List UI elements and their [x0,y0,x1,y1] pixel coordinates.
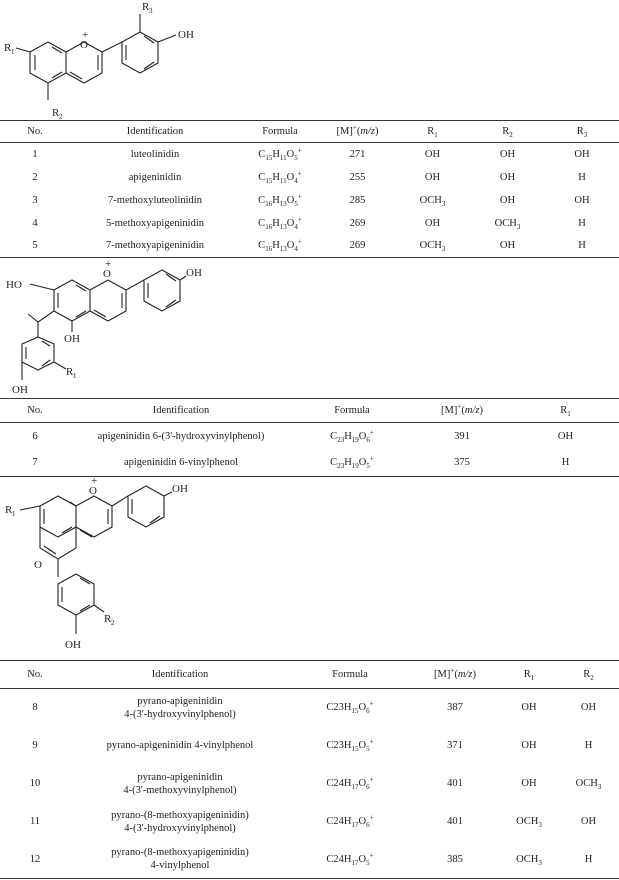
table-row [0,189,619,212]
header-r1: $R_1$ [560,405,571,419]
cell-r1: $OCH_3$ [516,816,542,830]
table-row [0,841,619,879]
cell-mz: 271 [349,148,366,160]
cell-r1: OH [521,740,537,751]
header-identification: Identification [126,126,184,137]
cell-no: 5 [32,240,38,252]
r2-sub-label: 2 [59,113,63,121]
cell-mz: 375 [454,457,470,469]
cell-mz: 401 [447,816,463,827]
cell-mz: 391 [454,430,470,442]
table-1-header-row [0,121,619,143]
plus-label: + [105,258,112,270]
cell-identification: pyrano-apigeninidin 4-(3'-methoxyvinylphenol) [123,771,237,796]
header-mz: [M]+(m/z) [441,402,483,416]
structure-1-diagram [0,0,230,120]
cell-mz: 387 [447,702,463,714]
cell-formula: $C_{16}H_{13}O_5^+$ [258,192,302,208]
table-3-header-row [0,661,619,689]
cell-r1: $OCH_3$ [419,194,446,208]
header-r3: $R_3$ [576,126,588,140]
oh-label: OH [178,29,194,41]
header-no: No. [27,405,43,416]
r1-label: R [5,504,13,516]
cell-mz: 269 [349,217,366,229]
ho-label: HO [6,279,22,291]
table-row [0,235,619,258]
cell-no: 3 [32,194,38,206]
cell-r1: OH [424,171,441,183]
cell-formula: $C_{15}H_{11}O_5^+$ [258,146,302,162]
cell-identification: pyrano-apigeninidin 4-vinylphenol [106,740,254,751]
cell-formula: $C_{15}H_{11}O_4^+$ [258,169,302,185]
cell-r1: OH [521,702,537,714]
table-row [0,689,619,727]
cell-mz: 371 [447,740,463,751]
table-row [0,423,619,450]
table-row [0,166,619,189]
table-row [0,450,619,477]
header-mz: [M]+(m/z) [336,123,379,137]
cell-r2: OH [580,816,597,827]
header-formula: Formula [262,126,298,137]
cell-identification: 7-methoxyluteolinidin [108,194,202,206]
header-identification: Identification [151,669,209,680]
cell-r1: H [561,457,570,469]
cell-r3: H [578,217,586,229]
cell-formula: $C23H_{15}O_5^+$ [326,737,374,754]
header-mz: [M]+(m/z) [434,666,476,680]
cell-no: 1 [32,148,38,160]
cell-mz: 385 [447,853,463,865]
structure-2-diagram [0,258,230,398]
cell-r1: OH [424,217,441,229]
table-1 [0,120,619,258]
cell-no: 8 [32,702,38,714]
header-formula: Formula [332,669,368,680]
cell-formula: $C_{16}H_{13}O_4^+$ [258,237,302,254]
cell-r2: $OCH_3$ [494,217,521,231]
cell-r1: $OCH_3$ [516,853,542,867]
cell-mz: 401 [447,778,463,789]
cell-r3: H [578,240,586,252]
cell-identification: 5-methoxyapigeninidin [106,217,204,229]
cell-r2: H [584,740,593,751]
cell-identification: pyrano-(8-methoxyapigeninidin) 4-vinylphenol [111,847,249,872]
oh-bottom-label: OH [65,639,81,651]
plus-label: + [91,475,98,487]
cell-mz: 285 [349,194,366,206]
cell-mz: 269 [349,240,366,252]
cell-identification: 7-methoxyapigeninidin [106,240,204,252]
cell-identification: pyrano-(8-methoxyapigeninidin) 4-(3'-hydroxyvinylphenol) [111,809,249,834]
o-ring-label: O [34,559,42,571]
table-3 [0,660,619,879]
table-2 [0,398,619,477]
table-2-header-row [0,399,619,423]
r3-label: R [142,1,150,13]
o-plus-label: O [103,268,111,280]
r1-sub-label: 1 [12,510,16,518]
cell-formula: $C24H_{17}O_5^+$ [326,851,374,867]
o-plus-label: O [89,485,97,497]
cell-identification: apigeninidin 6-vinylphenol [123,457,239,469]
cell-r2: $OCH_3$ [575,778,602,792]
cell-r1: OH [557,430,574,442]
oh-mid-label: OH [64,333,80,345]
r1-sub-label: 1 [73,372,77,380]
cell-no: 2 [32,171,38,183]
table-row [0,765,619,803]
cell-r2: OH [499,148,516,160]
header-identification: Identification [152,405,210,416]
r1-sub-label: 1 [11,48,15,56]
cell-formula: $C23H_{15}O_6^+$ [326,699,374,716]
cell-mz: 255 [349,171,366,183]
cell-no: 11 [29,816,41,827]
table-row [0,803,619,841]
r1-label: R [4,42,12,54]
cell-r1: OH [521,778,537,789]
cell-r2: OH [499,171,516,183]
r2-label: R [52,107,60,119]
table-row [0,212,619,235]
r2-sub-label: 2 [111,619,115,627]
oh-top-label: OH [186,267,202,279]
cell-r3: OH [574,148,590,160]
header-formula: Formula [334,405,370,416]
header-r2: $R_2$ [583,669,594,683]
table-row [0,143,619,166]
cell-formula: $C_{23}H_{19}O_5^+$ [330,454,374,471]
oh-bottom-label: OH [12,384,28,396]
cell-r3: OH [574,194,590,206]
cell-formula: $C24H_{17}O_6^+$ [326,813,374,830]
cell-r3: H [578,171,586,183]
o-plus-label: O [80,39,88,51]
r3-sub-label: 3 [149,7,153,15]
cell-no: 9 [32,740,38,751]
header-r1: $R_1$ [427,126,438,140]
cell-no: 4 [32,217,38,229]
header-r2: $R_2$ [502,126,513,140]
cell-r1: $OCH_3$ [419,240,446,254]
cell-formula: $C_{16}H_{13}O_4^+$ [258,215,302,231]
cell-identification: apigeninidin [128,171,182,183]
cell-r2: OH [580,702,597,714]
cell-r2: OH [499,194,516,206]
r2-label: R [104,613,112,625]
cell-identification: luteolinidin [130,148,180,160]
cell-r2: H [584,853,593,865]
cell-no: 10 [29,778,41,789]
cell-r2: OH [499,240,516,252]
cell-no: 12 [29,853,41,865]
header-no: No. [27,669,43,680]
cell-identification: apigeninidin 6-(3'-hydroxyvinylphenol) [97,430,265,442]
header-r1: $R_1$ [523,669,535,683]
cell-formula: $C24H_{17}O_6^+$ [326,775,374,792]
plus-label: + [82,29,89,41]
header-no: No. [27,126,43,137]
cell-no: 7 [32,457,38,469]
cell-identification: pyrano-apigeninidin 4-(3'-hydroxyvinylphenol) [124,695,236,720]
structure-3-diagram [0,475,230,656]
oh-top-label: OH [172,483,188,495]
r1-label: R [66,366,74,378]
cell-no: 6 [32,430,38,442]
cell-formula: $C_{23}H_{19}O_6^+$ [330,428,374,444]
table-row [0,727,619,765]
cell-r1: OH [424,148,441,160]
